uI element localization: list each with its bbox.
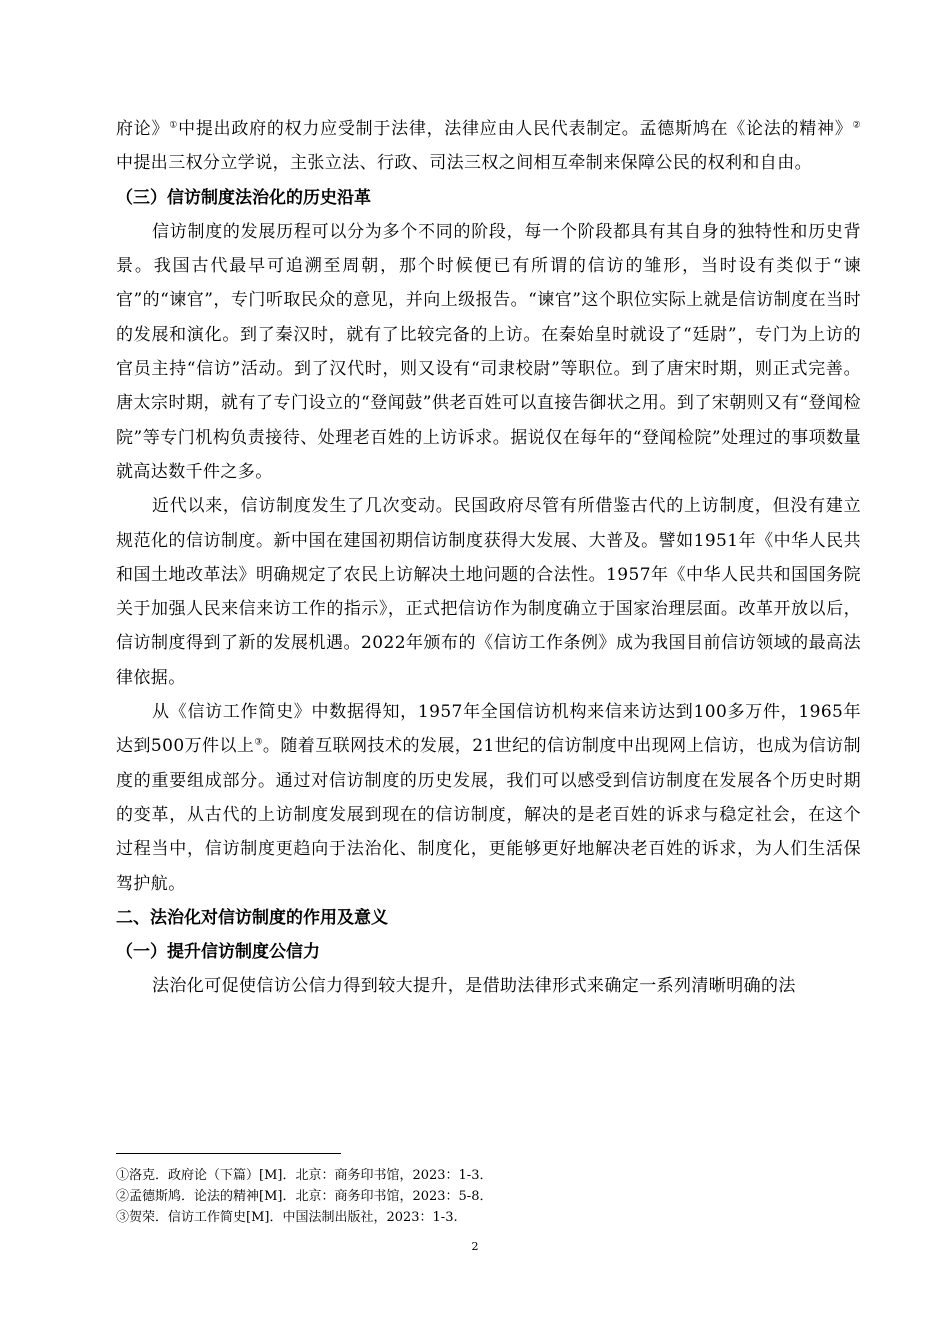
text-run: 中提出三权分立学说，主张立法、行政、司法三权之间相互牵制来保障公民的权利和自由。 (116, 153, 812, 174)
footnote-1: ①洛克．政府论（下篇）[M]．北京：商务印书馆，2023：1-3． (116, 1168, 493, 1183)
chapter-heading-part2: 二、法治化对信访制度的作用及意义 (116, 907, 388, 928)
paragraph-modern-history: 近代以来，信访制度发生了几次变动。民国政府尽管有所借鉴古代的上访制度，但没有建立规范化的信访制度。新中国在建国初期信访制度获得大发展、大普及。譬如1951年《中华人民共和国土地改革法》明确规定了农民上访解决土地问题的合法性。1957年《中华人民共和国国务院关于加强人民来信来访工作的指示》，正式把信访作为制度确立于国家治理层面。改革开放以后，信访制度得到了新的发展机遇。2022年颁布的《信访工作条例》成为我国目前信访领域的最高法律依据。 (116, 496, 861, 688)
text-run: 。随着互联网技术的发展，21世纪的信访制度中出现网上信访，也成为信访制度的重要组成部分。通过对信访制度的历史发展，我们可以感受到信访制度在发展各个历史时期的变革，从古代的上访制度发展到现在的信访制度，解决的是老百姓的诉求与稳定社会，在这个过程当中，信访制度更趋向于法治化、制度化，更能够更好地解决老百姓的诉求，为人们生活保驾护航。 (116, 736, 861, 894)
section-heading-history: （三）信访制度法治化的历史沿革 (116, 187, 371, 208)
paragraph-credibility: 法治化可促使信访公信力得到较大提升，是借助法律形式来确定一系列清晰明确的法 (152, 976, 796, 997)
footnote-2: ②孟德斯鸠．论法的精神[M]．北京：商务印书馆，2023：5-8． (116, 1189, 493, 1204)
document-body (116, 112, 861, 1004)
paragraph-continuation (116, 112, 861, 181)
footnotes (116, 1165, 861, 1228)
paragraph-statistics (116, 695, 861, 901)
footnote-3: ③贺荣．信访工作简史[M]．中国法制出版社，2023：1-3. (116, 1210, 458, 1225)
text-run: 中提出政府的权力应受制于法律，法律应由人民代表制定。孟德斯鸠在《论法的精神》 (178, 119, 853, 139)
text-run: 从《信访工作简史》中数据得知，1957年全国信访机构来信来访达到100多万件，1965年达到500万件以上 (116, 702, 861, 757)
subsection-heading-credibility: （一）提升信访制度公信力 (116, 942, 320, 963)
footnote-ref-3[interactable]: ③ (254, 737, 263, 748)
text-run: 府论》 (116, 119, 170, 139)
footnote-ref-1[interactable]: ① (169, 120, 179, 131)
page-number: 2 (471, 1240, 479, 1253)
footnote-separator (116, 1153, 341, 1154)
footnote-ref-2[interactable]: ② (852, 120, 862, 131)
paragraph-ancient-history: 信访制度的发展历程可以分为多个不同的阶段，每一个阶段都具有其自身的独特性和历史背景。我国古代最早可追溯至周朝，那个时候便已有所谓的信访的雏形，当时设有类似于“谏官”的“谏官”，专门听取民众的意见，并向上级报告。“谏官”这个职位实际上就是信访制度在当时的发展和演化。到了秦汉时，就有了比较完备的上访。在秦始皇时就设了“廷尉”，专门为上访的官员主持“信访”活动。到了汉代时，则又设有“司隶校尉”等职位。到了唐宋时期，则正式完善。唐太宗时期，就有了专门设立的“登闻鼓”供老百姓可以直接告御状之用。到了宋朝则又有“登闻检院”等专门机构负责接待、处理老百姓的上访诉求。据说仅在每年的“登闻检院”处理过的事项数量就高达数千件之多。 (116, 221, 861, 482)
